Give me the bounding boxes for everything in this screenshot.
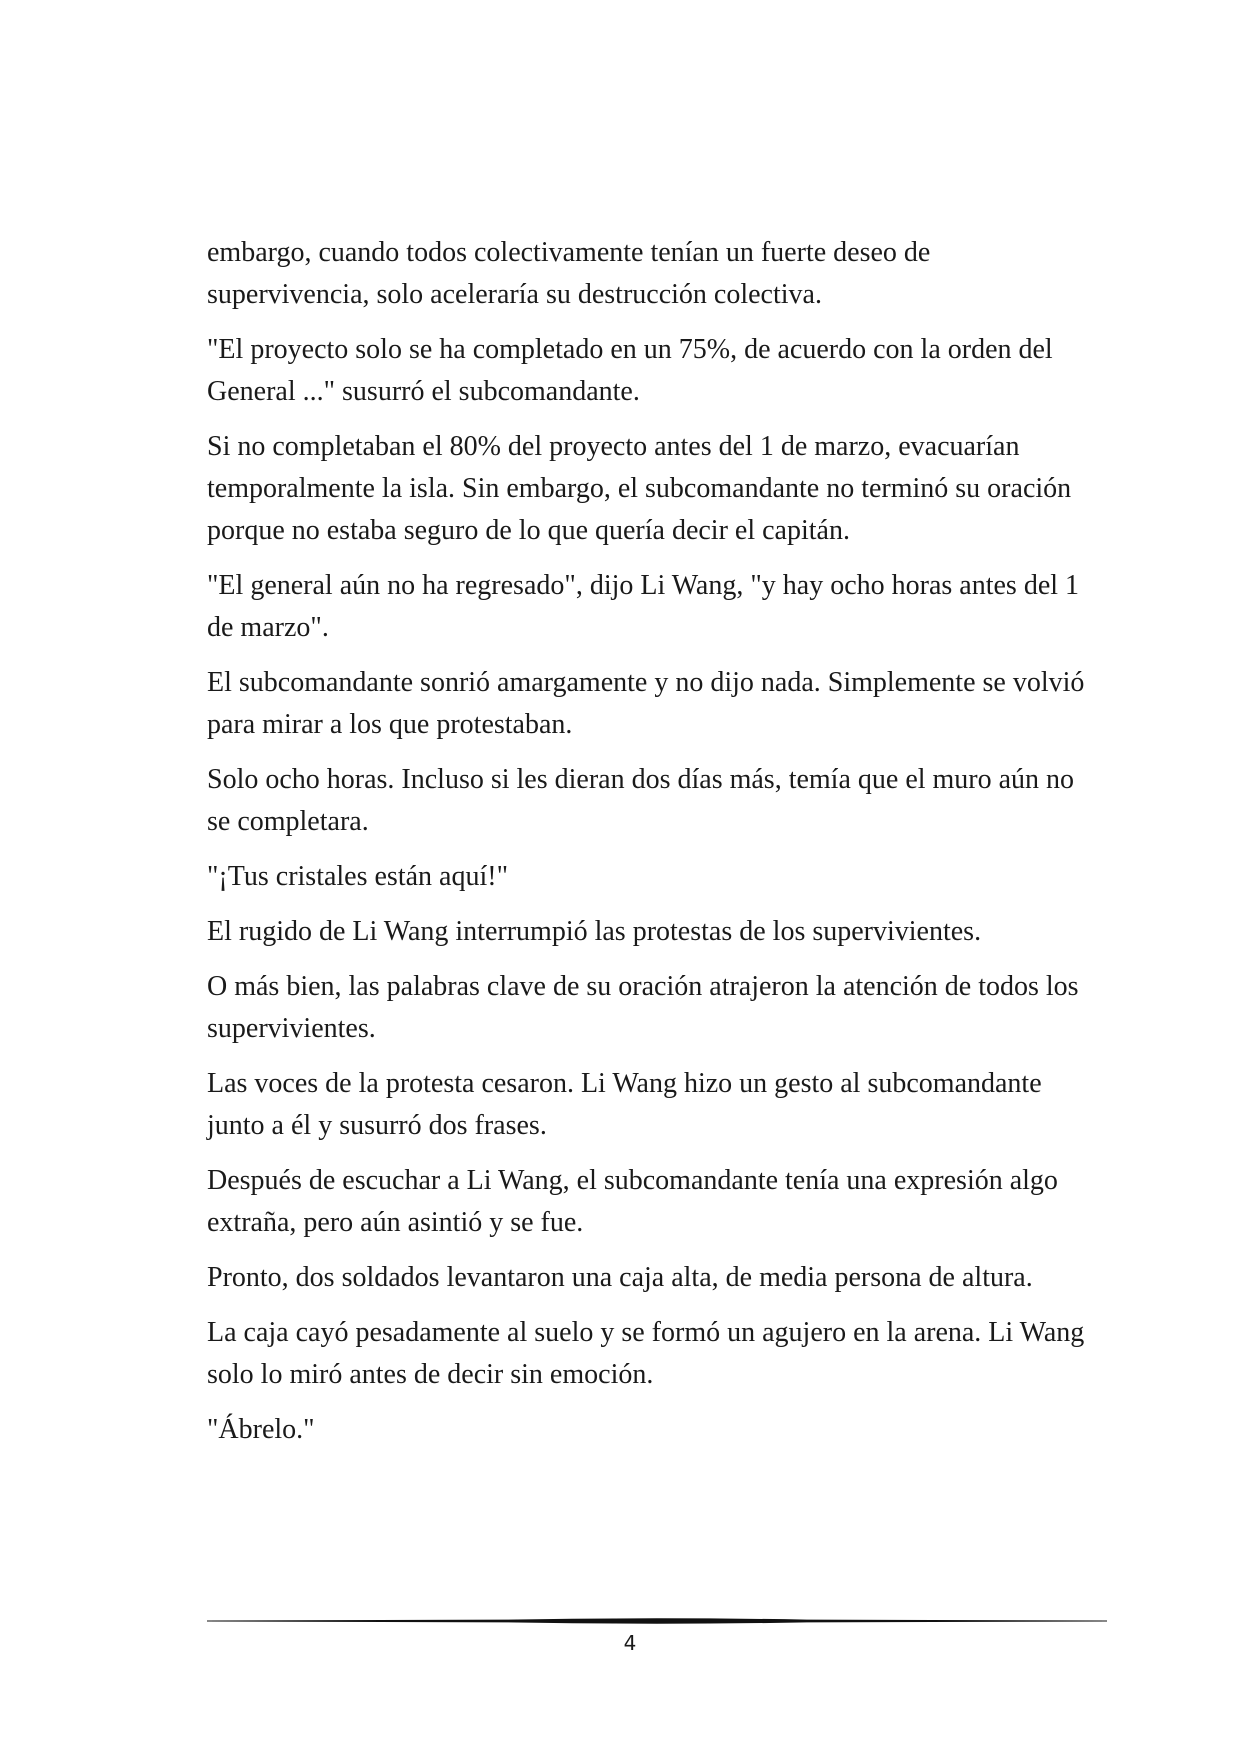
paragraph: Después de escuchar a Li Wang, el subcomandante tenía una expresión algo extraña, pero aún asintió y se fue. xyxy=(207,1165,1058,1238)
body-text xyxy=(207,232,1087,1464)
footer-divider xyxy=(207,1614,1107,1628)
paragraph: Si no completaban el 80% del proyecto antes del 1 de marzo, evacuarían temporalmente la isla. Sin embargo, el subcomandante no terminó su oración porque no estaba seguro de lo que quería decir el capitán. xyxy=(207,431,1072,546)
paragraph: Las voces de la protesta cesaron. Li Wang hizo un gesto al subcomandante junto a él y susurró dos frases. xyxy=(207,1068,1042,1141)
paragraph: O más bien, las palabras clave de su oración atrajeron la atención de todos los supervivientes. xyxy=(207,971,1079,1044)
paragraph: Pronto, dos soldados levantaron una caja alta, de media persona de altura. xyxy=(207,1262,1033,1293)
paragraph: El rugido de Li Wang interrumpió las protestas de los supervivientes. xyxy=(207,916,982,947)
paragraph: "Ábrelo." xyxy=(207,1414,315,1445)
paragraph: embargo, cuando todos colectivamente tenían un fuerte deseo de supervivencia, solo aceleraría su destrucción colectiva. xyxy=(207,237,931,310)
paragraph: "El proyecto solo se ha completado en un 75%, de acuerdo con la orden del General ..." susurró el subcomandante. xyxy=(207,334,1053,407)
paragraph: "El general aún no ha regresado", dijo Li Wang, "y hay ocho horas antes del 1 de marzo". xyxy=(207,570,1080,643)
paragraph: El subcomandante sonrió amargamente y no dijo nada. Simplemente se volvió para mirar a los que protestaban. xyxy=(207,667,1085,740)
paragraph: "¡Tus cristales están aquí!" xyxy=(207,861,508,892)
page-number: 4 xyxy=(623,1631,637,1655)
paragraph: Solo ocho horas. Incluso si les dieran dos días más, temía que el muro aún no se completara. xyxy=(207,764,1075,837)
paragraph: La caja cayó pesadamente al suelo y se formó un agujero en la arena. Li Wang solo lo miró antes de decir sin emoción. xyxy=(207,1317,1085,1390)
